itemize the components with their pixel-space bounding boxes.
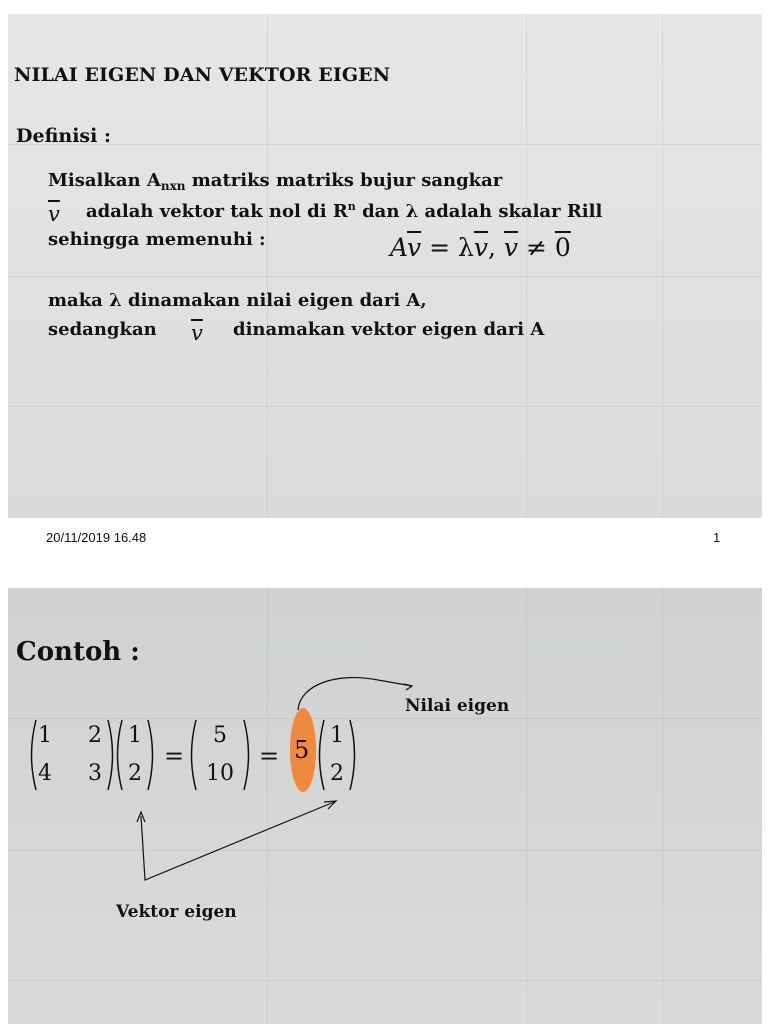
arrowhead <box>404 684 412 690</box>
eq-vector-v: $\overline{v}$ <box>407 233 422 262</box>
line1-suffix: matriks matriks bujur sangkar <box>185 170 503 191</box>
equals-sign: = <box>259 742 280 770</box>
vector-v-symbol: $\overline{v}$ <box>191 321 203 345</box>
vector-cell: 1 <box>128 723 142 748</box>
result-cell: 5 <box>213 723 227 748</box>
eq-zero-vector: 0 <box>554 233 571 262</box>
eq-equals-lambda: = λ <box>421 233 474 262</box>
rn-superscript: n <box>347 200 356 213</box>
eq-comma: , <box>487 233 504 262</box>
eq-vector-v: $\overline{v}$ <box>473 233 488 262</box>
equals-sign: = <box>164 742 185 770</box>
conclusion-line-2-suffix: dinamakan vektor eigen dari A <box>233 319 545 340</box>
vector-v-symbol: $\overline{v}$ <box>48 202 60 226</box>
line2-b: dan λ adalah skalar Rill <box>355 201 603 222</box>
grid-line <box>8 276 762 277</box>
example-heading: Contoh : <box>16 637 140 667</box>
grid-line <box>8 144 762 145</box>
eq-not-equal: ≠ <box>518 233 555 262</box>
definition-line-2 <box>86 200 602 222</box>
eigenvector-label: Vektor eigen <box>116 902 237 922</box>
eq-vector-v: $\overline{v}$ <box>503 233 519 262</box>
matrix-subscript: nxn <box>160 179 186 193</box>
slide-definition <box>8 14 762 518</box>
arrow-to-eigenvalue-label <box>298 678 412 710</box>
slide-example <box>8 588 762 1024</box>
matrix-cell: 1 <box>38 723 52 748</box>
matrix-cell: 4 <box>38 761 52 786</box>
line1-prefix: Misalkan A <box>48 170 161 191</box>
result-cell: 10 <box>206 761 234 786</box>
arrow-eigenvector <box>141 802 334 880</box>
eigen-equation <box>390 233 571 262</box>
slide-title: NILAI EIGEN DAN VEKTOR EIGEN <box>14 64 391 86</box>
conclusion-line-2: sedangkan <box>48 319 157 340</box>
line2-a: adalah vektor tak nol di R <box>86 201 348 222</box>
page-number: 1 <box>713 530 721 545</box>
definition-line-3: sehingga memenuhi : <box>48 229 266 250</box>
grid-line <box>526 14 527 518</box>
grid-line <box>267 14 268 518</box>
grid-line <box>8 406 762 407</box>
grid-line <box>662 14 663 518</box>
eigenvalue-scalar: 5 <box>294 736 310 764</box>
eigenvalue-label: Nilai eigen <box>405 696 510 716</box>
vector-cell: 2 <box>330 761 344 786</box>
annotation-arrows <box>8 588 762 1024</box>
eq-matrix-a: A <box>390 233 408 262</box>
matrix-cell: 3 <box>88 761 102 786</box>
vector-cell: 1 <box>330 723 344 748</box>
footer-date: 20/11/2019 16.48 <box>46 530 147 545</box>
definition-line-1 <box>48 170 502 193</box>
matrix-cell: 2 <box>88 723 102 748</box>
vector-cell: 2 <box>128 761 142 786</box>
conclusion-line-1: maka λ dinamakan nilai eigen dari A, <box>48 290 427 311</box>
definition-heading: Definisi : <box>16 125 111 147</box>
